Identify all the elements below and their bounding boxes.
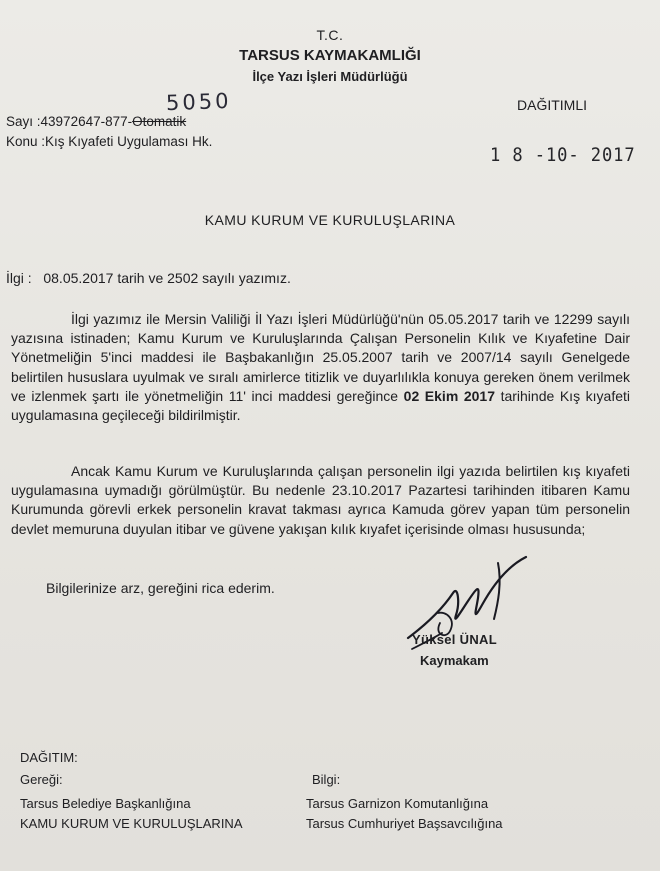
ilgi-line bbox=[6, 270, 291, 286]
sayi-value: :43972647-877- bbox=[36, 114, 133, 129]
distribution-mark: DAĞITIMLI bbox=[517, 97, 588, 113]
konu-value: :Kış Kıyafeti Uygulaması Hk. bbox=[41, 134, 213, 149]
gereg-item: KAMU KURUM VE KURULUŞLARINA bbox=[20, 816, 243, 831]
closing-line: Bilgilerinize arz, gereğini rica ederim. bbox=[46, 580, 275, 596]
p1-text-end: tarihinde Kış kıyafeti uygulamasına geçileceği bildirilmiştir. bbox=[11, 387, 630, 424]
header-department: İlçe Yazı İşleri Müdürlüğü bbox=[252, 69, 408, 84]
konu-line bbox=[6, 134, 212, 149]
sayi-label: Sayı bbox=[6, 114, 34, 129]
handwritten-number: 5050 bbox=[165, 88, 232, 116]
ilgi-text: 08.05.2017 tarih ve 2502 sayılı yazımız. bbox=[43, 270, 291, 286]
bilgi-item: Tarsus Garnizon Komutanlığına bbox=[306, 796, 489, 811]
distribution-heading: DAĞITIM: bbox=[20, 750, 78, 765]
p1-text: İlgi yazımız ile Mersin Valiliği İl Yazı İşleri Müdürlüğü'nün 05.05.2017 tarih ve 12299 sayılı yazısına istinaden; Kamu Kurum ve Kuruluşlarında Çalışan Personelin Kılık ve Kıyafetine Dair Yönetmeliğin 5'inci maddesi ile Başbakanlığın 25.05.2007 tarih ve 2007/14 sayılı Genelgede belirtilen hususlara uyulmak ve sıralı amirlerce titizlik ve duyarlılıkla konuya gereken önem verilmek ve izlenmek şartı ile yönetmeliğin 11' inci maddesi gereğince bbox=[11, 311, 630, 404]
p1-bold-date: 02 Ekim 2017 bbox=[403, 387, 495, 404]
body-paragraph-2: Ancak Kamu Kurum ve Kuruluşlarında çalışan personelin ilgi yazıda belirtilen kış kıyafeti uygulamasına uymadığı görülmüştür. Bu nedenle 23.10.2017 Pazartesi tarihinden itibaren Kamu Kurumunda görevli erkek personelin kravat takması ayrıca Kamuda görev yapan tüm personelin devlet memuruna duyulan itibar ve güvene yakışan kılık kıyafet içerisinde olması hususunda; bbox=[11, 463, 630, 537]
signatory-name: Yüksel ÜNAL bbox=[412, 632, 497, 647]
signatory-title: Kaymakam bbox=[420, 653, 489, 668]
bilgi-item: Tarsus Cumhuriyet Başsavcılığına bbox=[306, 816, 503, 831]
bilgi-heading: Bilgi: bbox=[312, 772, 341, 787]
recipient-heading: KAMU KURUM VE KURULUŞLARINA bbox=[204, 212, 456, 228]
stamped-date: 1 8 -10- 2017 bbox=[490, 144, 636, 166]
konu-label: Konu bbox=[6, 134, 38, 149]
sayi-line bbox=[6, 114, 186, 129]
gereg-heading: Gereği: bbox=[20, 772, 63, 787]
header-tc: T.C. bbox=[316, 27, 344, 43]
gereg-item: Tarsus Belediye Başkanlığına bbox=[20, 796, 191, 811]
header-institution: TARSUS KAYMAKAMLIĞI bbox=[239, 47, 421, 64]
ilgi-label: İlgi : bbox=[6, 270, 32, 286]
body-paragraph-1 bbox=[11, 310, 630, 425]
sayi-struck-word: Otomatik bbox=[132, 114, 187, 129]
